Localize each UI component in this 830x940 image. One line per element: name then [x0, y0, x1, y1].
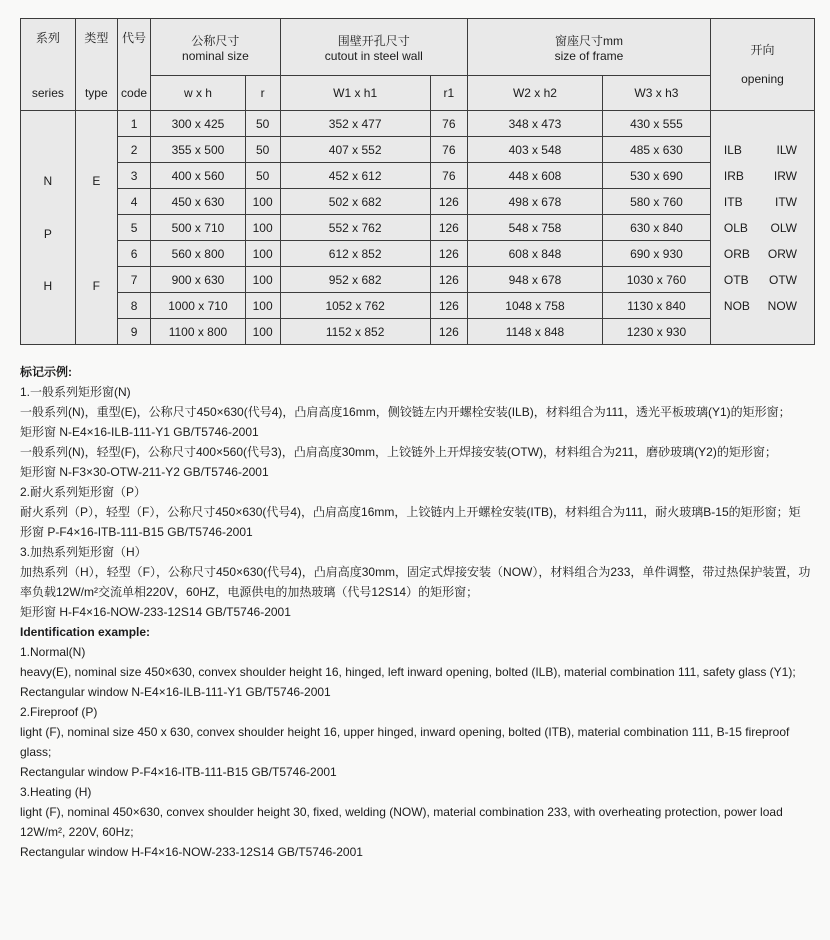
- series-P: P: [43, 227, 52, 242]
- header-nominal-en: nominal size: [182, 49, 249, 63]
- r-cell: 50: [245, 163, 280, 189]
- r1-cell: 76: [430, 137, 467, 163]
- r-cell: 100: [245, 215, 280, 241]
- opening-pair: NOB NOW: [723, 298, 797, 313]
- w3h3-cell: 1130 x 840: [602, 293, 710, 319]
- notes-en-title: Identification example:: [20, 625, 151, 639]
- table-row: [21, 241, 815, 267]
- r-cell: 50: [245, 111, 280, 137]
- w1h1-cell: 452 x 612: [280, 163, 430, 189]
- type-F: F: [92, 278, 100, 293]
- table-row: [21, 189, 815, 215]
- r-cell: 50: [245, 137, 280, 163]
- note-paragraph: Rectangular window P-F4×16-ITB-111-B15 GB/T5746-2001: [20, 765, 337, 779]
- table-row: [21, 319, 815, 345]
- w1h1-cell: 502 x 682: [280, 189, 430, 215]
- series-N: N: [43, 173, 53, 188]
- note-paragraph: 一般系列(N)，轻型(F)，公称尺寸400×560(代号3)，凸肩高度30mm，上铰链外上开焊接安装(OTW)，材料组合为211，磨砂玻璃(Y2)的矩形窗；: [20, 445, 777, 459]
- header-series-en: series: [31, 85, 64, 100]
- wh-cell: 355 x 500: [151, 137, 245, 163]
- w2h2-cell: 548 x 758: [467, 215, 602, 241]
- w3h3-cell: 580 x 760: [602, 189, 710, 215]
- w1h1-cell: 352 x 477: [280, 111, 430, 137]
- header-frame-size: [467, 19, 710, 76]
- header-nominal-zh: 公称尺寸: [191, 34, 240, 48]
- header-opening: [710, 19, 814, 111]
- w1h1-cell: 407 x 552: [280, 137, 430, 163]
- note-paragraph: 矩形窗 N-F3×30-OTW-211-Y2 GB/T5746-2001: [20, 465, 269, 479]
- w1h1-cell: 612 x 852: [280, 241, 430, 267]
- header-nominal-size: [151, 19, 280, 76]
- table-row: [21, 215, 815, 241]
- note-paragraph: 加热系列（H），轻型（F），公称尺寸450×630(代号4)，凸肩高度30mm，固定式焊接安装（NOW），材料组合为233，单件调整，带过热保护装置，功率负载12W/m²交流单相220V，60HZ，电源供电的加热玻璃（代号12S14）的矩形窗；: [20, 565, 811, 599]
- code-cell: 2: [117, 137, 150, 163]
- note-paragraph: 耐火系列（P），轻型（F），公称尺寸450×630(代号4)，凸肩高度16mm，上铰链内上开螺栓安装(ITB)，材料组合为111，耐火玻璃B-15的矩形窗；矩形窗 P-F4×16-ITB-111-B15 GB/T5746-2001: [20, 505, 801, 539]
- note-paragraph: 矩形窗 N-E4×16-ILB-111-Y1 GB/T5746-2001: [20, 425, 259, 439]
- header-opening-zh: 开向: [750, 42, 775, 57]
- table-row: [21, 111, 815, 137]
- r-cell: 100: [245, 293, 280, 319]
- code-cell: 5: [117, 215, 150, 241]
- note-paragraph: light (F), nominal 450×630, convex shoulder height 30, fixed, welding (NOW), material combination 233, with overheating protection, power load 12W/m², 220V, 60Hz;: [20, 805, 783, 839]
- subheader-wh: w x h: [151, 76, 245, 111]
- r-cell: 100: [245, 241, 280, 267]
- note-paragraph: 1.Normal(N): [20, 645, 86, 659]
- wh-cell: 900 x 630: [151, 267, 245, 293]
- header-opening-en: opening: [741, 71, 784, 86]
- opening-pair: OLB OLW: [723, 220, 797, 235]
- wh-cell: 300 x 425: [151, 111, 245, 137]
- subheader-r1: r1: [430, 76, 467, 111]
- w2h2-cell: 403 x 548: [467, 137, 602, 163]
- wh-cell: 560 x 800: [151, 241, 245, 267]
- note-paragraph: Rectangular window H-F4×16-NOW-233-12S14 GB/T5746-2001: [20, 845, 363, 859]
- opening-pair: ORB ORW: [723, 246, 797, 261]
- r1-cell: 126: [430, 241, 467, 267]
- w1h1-cell: 552 x 762: [280, 215, 430, 241]
- header-cutout-en: cutout in steel wall: [324, 49, 423, 63]
- r1-cell: 76: [430, 111, 467, 137]
- header-type-en: type: [84, 85, 108, 100]
- table-row: [21, 267, 815, 293]
- note-paragraph: 3.加热系列矩形窗（H）: [20, 545, 147, 559]
- type-E: E: [92, 173, 101, 188]
- notes-section: [20, 362, 812, 862]
- wh-cell: 1100 x 800: [151, 319, 245, 345]
- w2h2-cell: 348 x 473: [467, 111, 602, 137]
- opening-pair: ILB ILW: [723, 142, 797, 157]
- code-cell: 7: [117, 267, 150, 293]
- note-paragraph: 2.耐火系列矩形窗（P）: [20, 485, 147, 499]
- table-row: [21, 137, 815, 163]
- note-paragraph: 3.Heating (H): [20, 785, 92, 799]
- w3h3-cell: 430 x 555: [602, 111, 710, 137]
- opening-pair: ITB ITW: [723, 194, 797, 209]
- header-code: [117, 19, 150, 111]
- note-paragraph: light (F), nominal size 450 x 630, convex shoulder height 16, upper hinged, inward opening, bolted (ITB), material combination 111, B-15 fireproof glass;: [20, 725, 790, 759]
- r1-cell: 126: [430, 267, 467, 293]
- w2h2-cell: 1148 x 848: [467, 319, 602, 345]
- r-cell: 100: [245, 189, 280, 215]
- w2h2-cell: 1048 x 758: [467, 293, 602, 319]
- wh-cell: 400 x 560: [151, 163, 245, 189]
- w1h1-cell: 1152 x 852: [280, 319, 430, 345]
- code-cell: 1: [117, 111, 150, 137]
- w1h1-cell: 1052 x 762: [280, 293, 430, 319]
- w3h3-cell: 690 x 930: [602, 241, 710, 267]
- note-paragraph: 矩形窗 H-F4×16-NOW-233-12S14 GB/T5746-2001: [20, 605, 291, 619]
- w3h3-cell: 1030 x 760: [602, 267, 710, 293]
- header-frame-zh: 窗座尺寸mm: [554, 34, 623, 48]
- header-type: [75, 19, 117, 111]
- r-cell: 100: [245, 319, 280, 345]
- w2h2-cell: 948 x 678: [467, 267, 602, 293]
- w1h1-cell: 952 x 682: [280, 267, 430, 293]
- w3h3-cell: 530 x 690: [602, 163, 710, 189]
- subheader-w3h3: W3 x h3: [602, 76, 710, 111]
- r1-cell: 76: [430, 163, 467, 189]
- r1-cell: 126: [430, 293, 467, 319]
- subheader-w2h2: W2 x h2: [467, 76, 602, 111]
- w3h3-cell: 1230 x 930: [602, 319, 710, 345]
- r1-cell: 126: [430, 189, 467, 215]
- wh-cell: 500 x 710: [151, 215, 245, 241]
- subheader-r: r: [245, 76, 280, 111]
- wh-cell: 450 x 630: [151, 189, 245, 215]
- r1-cell: 126: [430, 319, 467, 345]
- note-paragraph: 1.一般系列矩形窗(N): [20, 385, 131, 399]
- code-cell: 6: [117, 241, 150, 267]
- header-code-zh: 代号: [122, 30, 147, 45]
- code-cell: 9: [117, 319, 150, 345]
- code-cell: 8: [117, 293, 150, 319]
- r1-cell: 126: [430, 215, 467, 241]
- opening-pair: IRB IRW: [723, 168, 797, 183]
- series-H: H: [43, 278, 53, 293]
- type-cell: [75, 111, 117, 345]
- w2h2-cell: 498 x 678: [467, 189, 602, 215]
- note-paragraph: heavy(E), nominal size 450×630, convex shoulder height 16, hinged, left inward opening, bolted (ILB), material combination 111, safety glass (Y1);: [20, 665, 796, 679]
- code-cell: 4: [117, 189, 150, 215]
- table-row: [21, 293, 815, 319]
- notes-zh-title: 标记示例:: [20, 365, 72, 379]
- table-row: [21, 163, 815, 189]
- w3h3-cell: 630 x 840: [602, 215, 710, 241]
- note-paragraph: 一般系列(N)，重型(E)，公称尺寸450×630(代号4)，凸肩高度16mm，侧铰链左内开螺栓安装(ILB)，材料组合为111，透光平板玻璃(Y1)的矩形窗；: [20, 405, 791, 419]
- window-spec-table: [20, 18, 815, 345]
- note-paragraph: Rectangular window N-E4×16-ILB-111-Y1 GB/T5746-2001: [20, 685, 331, 699]
- w2h2-cell: 608 x 848: [467, 241, 602, 267]
- wh-cell: 1000 x 710: [151, 293, 245, 319]
- header-cutout-zh: 围壁开孔尺寸: [337, 34, 410, 48]
- series-cell: [21, 111, 76, 345]
- w2h2-cell: 448 x 608: [467, 163, 602, 189]
- header-cutout: [280, 19, 467, 76]
- header-code-en: code: [121, 85, 148, 100]
- header-type-zh: 类型: [84, 30, 109, 45]
- code-cell: 3: [117, 163, 150, 189]
- w3h3-cell: 485 x 630: [602, 137, 710, 163]
- r-cell: 100: [245, 267, 280, 293]
- opening-cell: [710, 111, 814, 345]
- opening-pair: OTB OTW: [723, 272, 797, 287]
- subheader-w1h1: W1 x h1: [280, 76, 430, 111]
- note-paragraph: 2.Fireproof (P): [20, 705, 98, 719]
- header-series: [21, 19, 76, 111]
- header-frame-en: size of frame: [554, 49, 624, 63]
- header-series-zh: 系列: [35, 30, 60, 45]
